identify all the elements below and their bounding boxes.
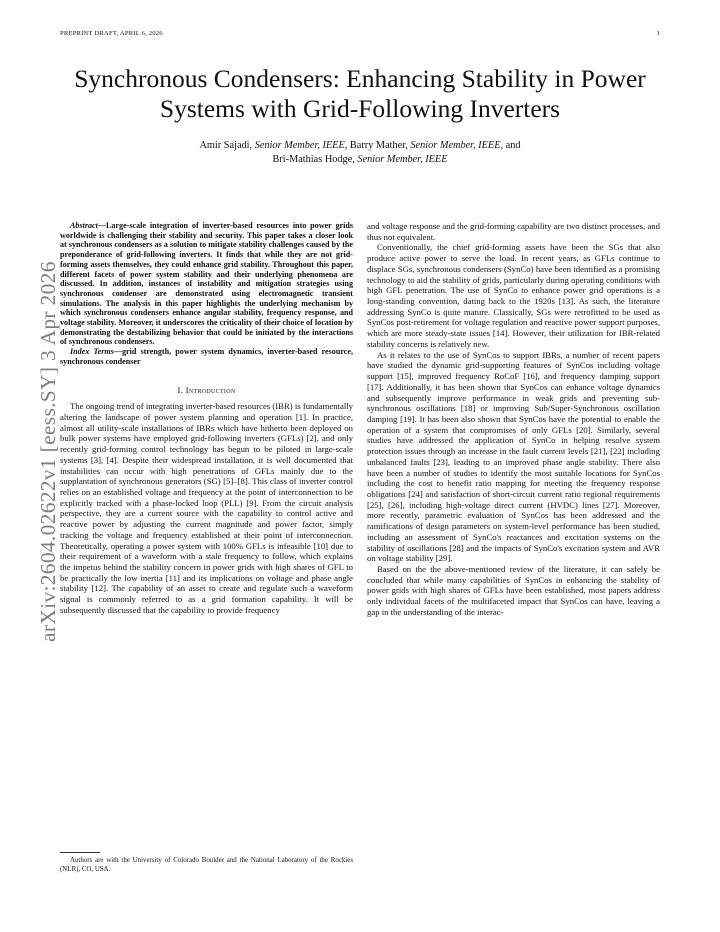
left-column <box>60 221 353 616</box>
body-paragraph: As it relates to the use of SynCos to support IBRs, a number of recent papers have studied the dynamic grid-supporting features of SynCos including voltage support [15], improved frequency RoCoF [16], and frequency damping support [17]. Additionally, it has been shown that SynCos can enhance voltage dynamics and subsequently improve performance in weak grids and preventing sub-synchronous oscillations [18] or improving Sub/Super-Synchronous oscillation damping [19]. It has been also shown that SynCos have the potential to enable the operation of a system that compromises of only GFLs [20]. Similarly, several studies have addressed the application of SynCo in helping resolve system protection issues through an increase in the fault current levels [21], [22] including unbalanced faults [23], leading to an improved phase angle stability. There also have been a number of studies to identify the most suitable locations for SynCos including the cost to benefit ratio mapping for meeting the frequency response obligations [24] and satisfaction of short-circuit current ratio regional requirements [25], [26], including high-voltage direct current (HVDC) lines [27]. Moreover, more recently, parametric evaluation of SynCos has been addressed and the ramifications of design parameters on system-level performance has been studied, including an assessment of SynCo's reactances and excitation systems on the stability of oscillations [28] and the impacts of SynCo's excitation system and AVR on voltage stability [29]. <box>367 349 660 564</box>
running-header-date: PREPRINT DRAFT, APRIL 6, 2026 <box>60 30 163 37</box>
abstract-lead: Abstract <box>70 221 98 230</box>
abstract-text: —Large-scale integration of inverter-based resources into power grids worldwide is challenging their stability and security. This paper takes a closer look at synchronous condensers as a solution to mitigate stability challenges caused by the preponderance of grid-following inverters. It finds that while they are not grid-forming assets themselves, they could enhance grid stability. Throughout this paper, different facets of power system stability and their underlying phenomena are discussed. In addition, instances of instability and mitigation strategies using synchronous condenser are demonstrated using electromagnetic transient simulations. The analysis in this paper highlights the underlying mechanism by which synchronous condensers enhance angular stability, frequency response, and voltage stability. Moreover, it underscores the criticality of their choice of location by demonstrating the destabilizing behavior that could be initiated by the interactions of synchronous condensers. <box>60 221 353 347</box>
section-title: Introduction <box>185 384 236 395</box>
running-header <box>60 30 660 42</box>
author-3-name: Bri-Mathias Hodge, <box>272 154 358 165</box>
abstract <box>60 221 353 347</box>
body-paragraph: Based on the the above-mentioned review of the literature, it can safely be concluded that while many capabilities of SynCos in enhancing the stability of power grids with high shares of GFLs have been established, most papers address only individual facets of the multifaceted impact that SynCos can have, leaving a gap in the understanding of the interac- <box>367 564 660 617</box>
section-number: I. <box>177 384 186 395</box>
arxiv-identifier: arXiv:2604.02622v1 [eess.SY] 3 Apr 2026 <box>36 261 60 642</box>
footnote-divider <box>60 852 100 853</box>
author-1-name: Amir Sajadi, <box>199 140 255 151</box>
right-column <box>367 221 660 618</box>
page-number: 1 <box>656 30 660 37</box>
body-paragraph: Conventionally, the chief grid-forming assets have been the SGs that also produce active power to serve the load. In recent years, as GFLs continue to displace SGs, synchronous condensers (SynCo) have been identified as a promising technology to aid the stability of grids, particularly during operating conditions with high GFL penetration. The use of SynCo to enhance power grid operations is a long-standing convention, dating back to the 1920s [13]. As such, the literature addressing SynCo is quite mature. Classically, SGs were retrofitted to be used as SynCos post-retirement for voltage regulation and reactive power support purposes, which are more steady-state issues [14]. However, their utilization for IBR-related stability concerns is relatively new. <box>367 242 660 349</box>
index-terms-lead: Index Terms <box>70 347 114 357</box>
author-3-role: Senior Member, IEEE <box>357 154 448 165</box>
affiliation-footnote: Authors are with the University of Colorado Boulder and the National Laboratory of the Rockies (NLR), CO, USA. <box>60 857 353 873</box>
index-terms <box>60 347 353 366</box>
author-2-role: Senior Member, IEEE <box>410 140 501 151</box>
body-paragraph: and voltage response and the grid-forming capability are two distinct processes, and thus not equivalent. <box>367 221 660 242</box>
index-terms-text: —grid strength, power system dynamics, inverter-based resource, synchronous condenser <box>60 347 353 366</box>
author-1-role: Senior Member, IEEE <box>254 140 345 151</box>
body-paragraph: The ongoing trend of integrating inverter-based resources (IBR) is fundamentally altering the landscape of power system planning and operation [1]. In practice, almost all utility-scale installations of IBRs which have hitherto been deployed on bulk power systems have employed grid-following inverters (GFLs) [2], and only recently grid-forming control technology has begun to be piloted in large-scale systems [3], [4]. Despite their widespread installation, it is well documented that instabilities can occur with high penetrations of GFLs mainly due to the supplantation of synchronous generators (SG) [5]–[8]. This class of inverter control relies on an established voltage and frequency at the point of interconnection to be explicitly tracked with a phase-locked loop (PLL) [9]. From the circuit analysis perspective, they are a current source with the capability to control active and reactive power by adjusting the current magnitude and power factor, simply tracking the voltage and frequency established at their point of interconnection. Theoretically, operating a power system with 100% GFLs is infeasible [10] due to their requirement of a waveform with a stale frequency to follow, which explains the impetus behind the stability concern in power grids with high shares of GFL to be practically the low inertia [11] and its implications on voltage and phase angle stability [12]. The capability of an asset to create and regulate such a waveform signal is commonly referred to as a grid formation capability. It will be subsequently discussed that the capability to provide frequency <box>60 401 353 615</box>
author-list <box>60 139 660 167</box>
author-and: , and <box>500 140 521 151</box>
section-heading-introduction <box>60 385 353 396</box>
author-2-name: , Barry Mather, <box>344 140 411 151</box>
paper-title: Synchronous Condensers: Enhancing Stability in Power Systems with Grid-Following Inverters <box>74 64 646 123</box>
